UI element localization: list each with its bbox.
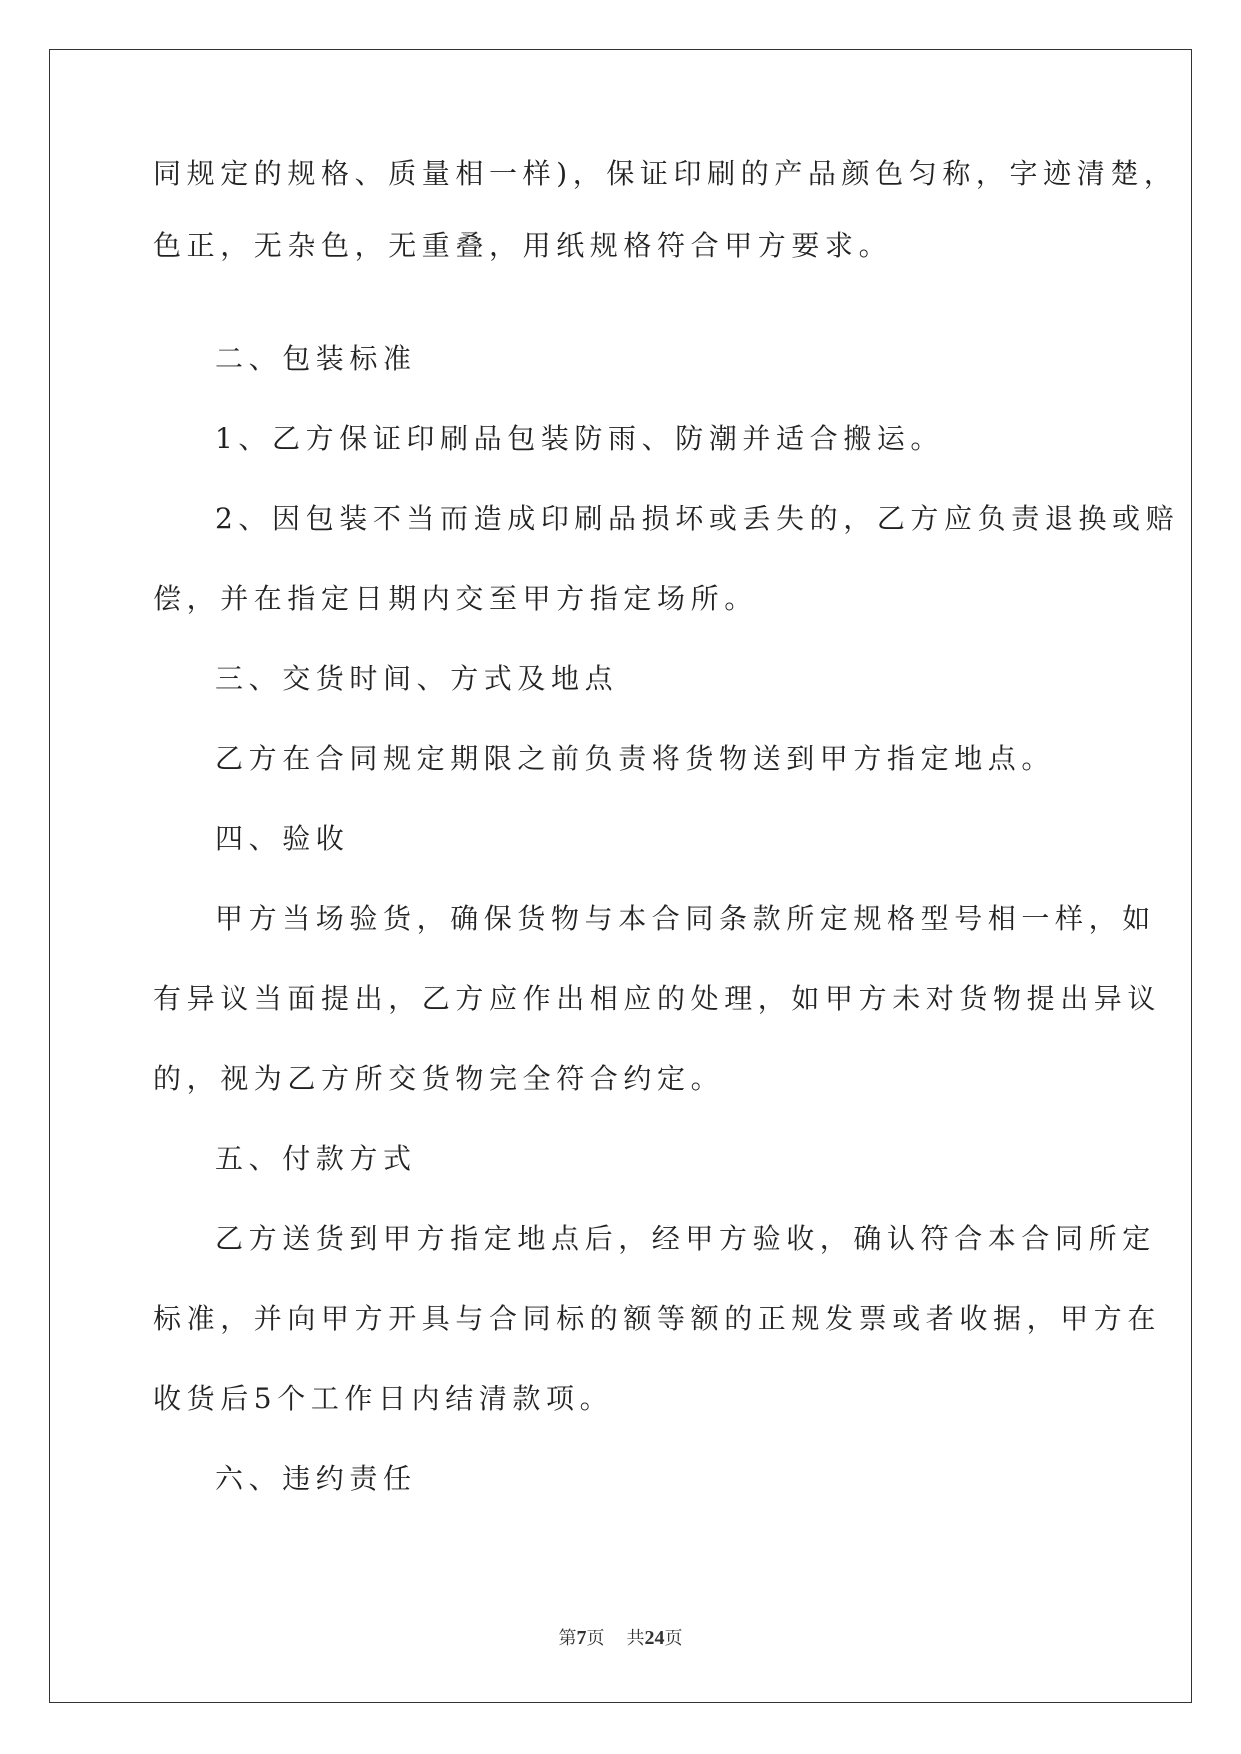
text-line: 乙方送货到甲方指定地点后，经甲方验收，确认符合本合同所定 (215, 1222, 1156, 1255)
section-heading-delivery: 三、交货时间、方式及地点 (215, 662, 619, 695)
text-line: 有异议当面提出，乙方应作出相应的处理，如甲方未对货物提出异议 (153, 982, 1162, 1015)
section-heading-payment: 五、付款方式 (215, 1142, 417, 1175)
total-pages: 24 (644, 1627, 665, 1649)
total-prefix: 共 (626, 1628, 645, 1649)
section-heading-breach: 六、违约责任 (215, 1462, 417, 1495)
text-line: 1、乙方保证印刷品包装防雨、防潮并适合搬运。 (215, 422, 945, 455)
text-line: 甲方当场验货，确保货物与本合同条款所定规格型号相一样，如 (215, 902, 1156, 935)
page-footer (0, 1626, 1241, 1651)
text-line: 偿，并在指定日期内交至甲方指定场所。 (153, 582, 758, 615)
text-line: 同规定的规格、质量相一样)，保证印刷的产品颜色匀称，字迹清楚， (153, 157, 1178, 190)
text-line: 的，视为乙方所交货物完全符合约定。 (153, 1062, 725, 1095)
text-line: 收货后5个工作日内结清款项。 (153, 1382, 614, 1415)
text-line: 标准，并向甲方开具与合同标的额等额的正规发票或者收据，甲方在 (153, 1302, 1162, 1335)
page-prefix: 第 (558, 1628, 577, 1649)
text-line: 乙方在合同规定期限之前负责将货物送到甲方指定地点。 (215, 742, 1056, 775)
section-heading-packaging: 二、包装标准 (215, 342, 417, 375)
page-suffix: 页 (586, 1628, 605, 1649)
page-border (49, 49, 1192, 1703)
total-suffix: 页 (664, 1628, 683, 1649)
page-number: 7 (576, 1627, 587, 1649)
text-line: 2、因包装不当而造成印刷品损坏或丢失的，乙方应负责退换或赔 (215, 502, 1180, 535)
text-line: 色正，无杂色，无重叠，用纸规格符合甲方要求。 (153, 229, 893, 262)
section-heading-acceptance: 四、验收 (215, 822, 350, 855)
